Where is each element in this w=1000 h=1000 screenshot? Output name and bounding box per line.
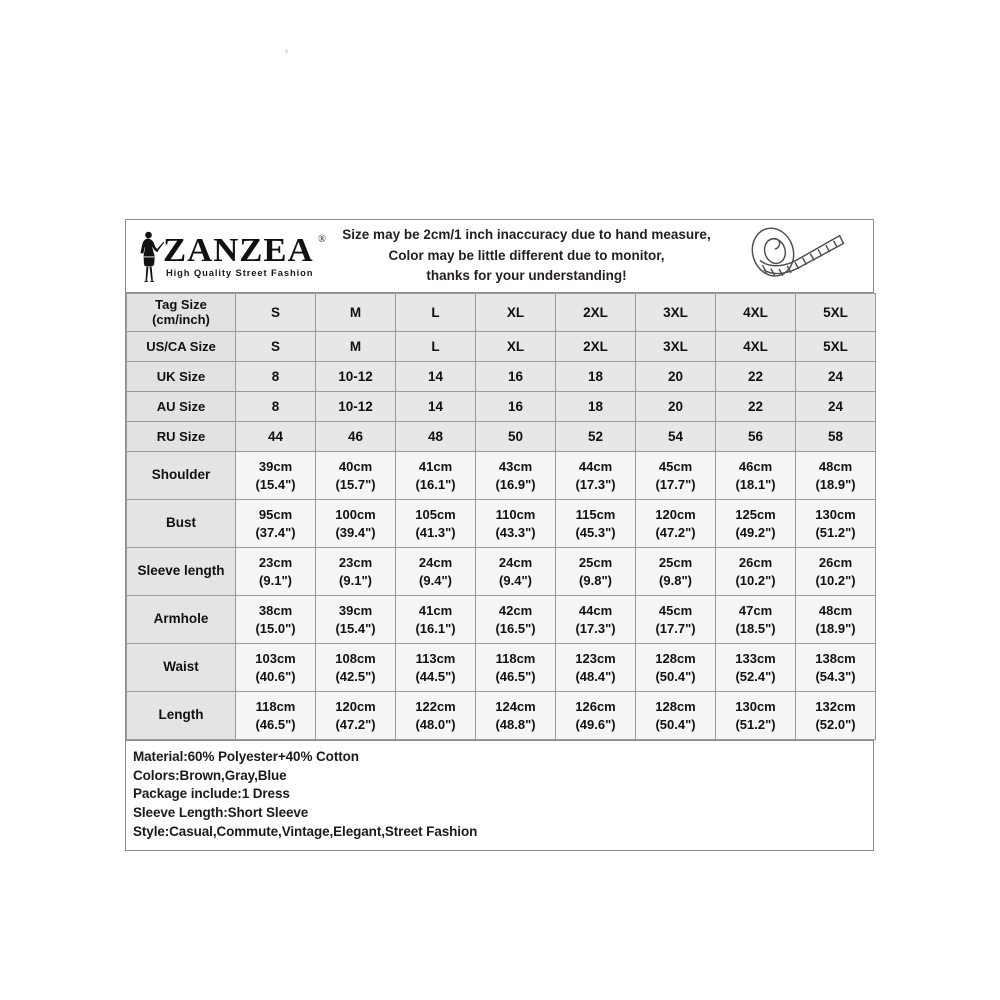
value-cm: 45cm <box>658 602 693 618</box>
disclaimer-line-1: Size may be 2cm/1 inch inaccuracy due to hand measure, <box>342 226 711 242</box>
cell-armhole-xl <box>476 596 556 644</box>
value-cm: 23cm <box>338 554 373 570</box>
value-inch: (41.3") <box>415 524 456 540</box>
value-cm: 100cm <box>335 506 376 522</box>
measuring-tape-icon <box>742 226 860 287</box>
row-label-au-size: AU Size <box>127 392 236 422</box>
cell-length-xl <box>476 692 556 740</box>
cell-bust-3xl <box>636 500 716 548</box>
woman-silhouette-icon <box>134 230 164 282</box>
value-cm: 39cm <box>338 602 373 618</box>
detail-sleeve-length: Sleeve Length:Short Sleeve <box>133 804 309 820</box>
cell-uk-6: 20 <box>636 362 716 392</box>
row-label-shoulder: Shoulder <box>127 452 236 500</box>
table-row-sleeve-length <box>127 548 876 596</box>
cell-uk-8: 24 <box>796 362 876 392</box>
value-inch: (16.5") <box>495 620 536 636</box>
brand-tagline: High Quality Street Fashion <box>165 267 314 279</box>
cell-au-2: 10-12 <box>316 392 396 422</box>
cell-sleeve-m <box>316 548 396 596</box>
cell-armhole-2xl <box>556 596 636 644</box>
value-inch: (37.4") <box>255 524 296 540</box>
value-cm: 43cm <box>498 458 533 474</box>
value-inch: (17.3") <box>575 620 616 636</box>
value-inch: (15.7") <box>335 476 376 492</box>
value-cm: 44cm <box>578 602 613 618</box>
value-inch: (52.4") <box>735 668 776 684</box>
cell-us-ca-1: S <box>236 332 316 362</box>
value-cm: 24cm <box>418 554 453 570</box>
cell-us-ca-3: L <box>396 332 476 362</box>
cell-tag-size-5xl: 5XL <box>796 294 876 332</box>
cell-sleeve-l <box>396 548 476 596</box>
cell-length-5xl <box>796 692 876 740</box>
chart-masthead <box>126 220 873 293</box>
cell-sleeve-s <box>236 548 316 596</box>
cell-armhole-l <box>396 596 476 644</box>
cell-length-2xl <box>556 692 636 740</box>
value-cm: 48cm <box>818 458 853 474</box>
value-cm: 38cm <box>258 602 293 618</box>
value-inch: (44.5") <box>415 668 456 684</box>
cell-au-5: 18 <box>556 392 636 422</box>
value-inch: (18.1") <box>735 476 776 492</box>
cell-bust-xl <box>476 500 556 548</box>
registered-trademark-icon: ® <box>318 233 326 245</box>
value-inch: (16.1") <box>415 476 456 492</box>
cell-sleeve-4xl <box>716 548 796 596</box>
value-inch: (9.1") <box>339 572 372 588</box>
cell-sleeve-5xl <box>796 548 876 596</box>
value-cm: 39cm <box>258 458 293 474</box>
value-inch: (9.4") <box>419 572 452 588</box>
value-cm: 118cm <box>255 698 296 714</box>
row-label-ru-size: RU Size <box>127 422 236 452</box>
value-cm: 125cm <box>735 506 776 522</box>
cell-shoulder-l <box>396 452 476 500</box>
cell-ru-5: 52 <box>556 422 636 452</box>
cell-bust-m <box>316 500 396 548</box>
cell-sleeve-3xl <box>636 548 716 596</box>
cell-tag-size-4xl: 4XL <box>716 294 796 332</box>
value-inch: (39.4") <box>335 524 376 540</box>
value-cm: 108cm <box>335 650 376 666</box>
value-cm: 47cm <box>738 602 773 618</box>
cell-armhole-4xl <box>716 596 796 644</box>
cell-au-7: 22 <box>716 392 796 422</box>
detail-package: Package include:1 Dress <box>133 786 290 802</box>
value-cm: 26cm <box>738 554 773 570</box>
value-cm: 48cm <box>818 602 853 618</box>
brand-name: ZANZEA <box>163 231 314 269</box>
cell-waist-2xl <box>556 644 636 692</box>
value-cm: 23cm <box>258 554 293 570</box>
table-row-tag-size <box>127 294 876 332</box>
cell-waist-s <box>236 644 316 692</box>
cell-tag-size-s: S <box>236 294 316 332</box>
size-table <box>126 293 876 740</box>
value-inch: (18.5") <box>735 620 776 636</box>
cell-length-l <box>396 692 476 740</box>
row-label-armhole: Armhole <box>127 596 236 644</box>
value-cm: 24cm <box>498 554 533 570</box>
value-inch: (48.4") <box>575 668 616 684</box>
value-cm: 128cm <box>655 698 696 714</box>
cell-waist-5xl <box>796 644 876 692</box>
value-cm: 41cm <box>418 458 453 474</box>
value-cm: 44cm <box>578 458 613 474</box>
cell-bust-l <box>396 500 476 548</box>
value-inch: (40.6") <box>255 668 296 684</box>
value-inch: (9.4") <box>499 572 532 588</box>
value-cm: 138cm <box>815 650 856 666</box>
row-label-line-1: Tag Size <box>155 296 207 312</box>
cell-us-ca-8: 5XL <box>796 332 876 362</box>
table-row-armhole <box>127 596 876 644</box>
value-cm: 40cm <box>338 458 373 474</box>
value-cm: 25cm <box>658 554 693 570</box>
cell-ru-3: 48 <box>396 422 476 452</box>
cell-armhole-s <box>236 596 316 644</box>
cell-shoulder-m <box>316 452 396 500</box>
value-cm: 105cm <box>415 506 456 522</box>
value-inch: (51.2") <box>735 716 776 732</box>
row-label-us-ca-size: US/CA Size <box>127 332 236 362</box>
cell-tag-size-l: L <box>396 294 476 332</box>
cell-tag-size-3xl: 3XL <box>636 294 716 332</box>
cell-length-m <box>316 692 396 740</box>
cell-shoulder-5xl <box>796 452 876 500</box>
disclaimer-line-3: thanks for your understanding! <box>426 268 627 284</box>
cell-length-4xl <box>716 692 796 740</box>
table-row-us-ca-size <box>127 332 876 362</box>
cell-uk-4: 16 <box>476 362 556 392</box>
value-inch: (16.1") <box>415 620 456 636</box>
cell-tag-size-xl: XL <box>476 294 556 332</box>
table-row-waist <box>127 644 876 692</box>
value-inch: (45.3") <box>575 524 616 540</box>
cell-uk-5: 18 <box>556 362 636 392</box>
brand-wordmark <box>163 231 326 279</box>
cell-us-ca-7: 4XL <box>716 332 796 362</box>
value-cm: 113cm <box>415 650 456 666</box>
value-inch: (10.2") <box>735 572 776 588</box>
cell-uk-7: 22 <box>716 362 796 392</box>
cell-uk-2: 10-12 <box>316 362 396 392</box>
table-row-uk-size <box>127 362 876 392</box>
value-cm: 46cm <box>738 458 773 474</box>
cell-au-1: 8 <box>236 392 316 422</box>
value-inch: (52.0") <box>815 716 856 732</box>
value-cm: 122cm <box>415 698 456 714</box>
row-label-line-2: (cm/inch) <box>152 311 210 327</box>
value-inch: (17.3") <box>575 476 616 492</box>
value-inch: (17.7") <box>655 620 696 636</box>
value-cm: 128cm <box>655 650 696 666</box>
value-cm: 120cm <box>335 698 376 714</box>
cell-us-ca-4: XL <box>476 332 556 362</box>
cell-au-6: 20 <box>636 392 716 422</box>
cell-ru-8: 58 <box>796 422 876 452</box>
detail-style: Style:Casual,Commute,Vintage,Elegant,Street Fashion <box>133 823 478 839</box>
cell-waist-l <box>396 644 476 692</box>
value-inch: (42.5") <box>335 668 376 684</box>
image-artifact-speck <box>285 49 288 53</box>
value-cm: 26cm <box>818 554 853 570</box>
cell-armhole-3xl <box>636 596 716 644</box>
cell-bust-2xl <box>556 500 636 548</box>
cell-bust-4xl <box>716 500 796 548</box>
cell-tag-size-m: M <box>316 294 396 332</box>
row-label-sleeve-length: Sleeve length <box>127 548 236 596</box>
cell-sleeve-xl <box>476 548 556 596</box>
value-inch: (54.3") <box>815 668 856 684</box>
brand-logo <box>126 230 326 282</box>
cell-au-8: 24 <box>796 392 876 422</box>
table-row-ru-size <box>127 422 876 452</box>
value-cm: 25cm <box>578 554 613 570</box>
cell-tag-size-2xl: 2XL <box>556 294 636 332</box>
value-cm: 42cm <box>498 602 533 618</box>
cell-waist-4xl <box>716 644 796 692</box>
value-inch: (46.5") <box>495 668 536 684</box>
cell-bust-s <box>236 500 316 548</box>
row-label-waist: Waist <box>127 644 236 692</box>
cell-ru-4: 50 <box>476 422 556 452</box>
value-inch: (49.6") <box>575 716 616 732</box>
value-cm: 45cm <box>658 458 693 474</box>
value-cm: 115cm <box>575 506 616 522</box>
value-inch: (9.1") <box>259 572 292 588</box>
measurement-disclaimer <box>322 225 735 288</box>
row-label-length: Length <box>127 692 236 740</box>
cell-length-3xl <box>636 692 716 740</box>
row-label-tag-size <box>127 294 236 332</box>
cell-shoulder-xl <box>476 452 556 500</box>
cell-armhole-m <box>316 596 396 644</box>
value-cm: 124cm <box>495 698 536 714</box>
value-cm: 103cm <box>255 650 296 666</box>
table-row-shoulder <box>127 452 876 500</box>
value-inch: (15.0") <box>255 620 296 636</box>
cell-au-3: 14 <box>396 392 476 422</box>
value-inch: (48.8") <box>495 716 536 732</box>
value-cm: 130cm <box>815 506 856 522</box>
cell-shoulder-s <box>236 452 316 500</box>
cell-uk-1: 8 <box>236 362 316 392</box>
cell-uk-3: 14 <box>396 362 476 392</box>
row-label-bust: Bust <box>127 500 236 548</box>
value-inch: (15.4") <box>255 476 296 492</box>
value-cm: 110cm <box>495 506 536 522</box>
value-cm: 41cm <box>418 602 453 618</box>
value-cm: 132cm <box>815 698 856 714</box>
value-cm: 133cm <box>735 650 776 666</box>
disclaimer-line-2: Color may be little different due to monitor, <box>388 247 665 263</box>
cell-shoulder-4xl <box>716 452 796 500</box>
cell-us-ca-2: M <box>316 332 396 362</box>
value-inch: (51.2") <box>815 524 856 540</box>
cell-au-4: 16 <box>476 392 556 422</box>
cell-length-s <box>236 692 316 740</box>
cell-waist-3xl <box>636 644 716 692</box>
product-details-footer <box>126 740 873 850</box>
table-row-au-size <box>127 392 876 422</box>
value-inch: (50.4") <box>655 716 696 732</box>
value-inch: (50.4") <box>655 668 696 684</box>
cell-bust-5xl <box>796 500 876 548</box>
value-inch: (16.9") <box>495 476 536 492</box>
value-inch: (47.2") <box>335 716 376 732</box>
cell-shoulder-2xl <box>556 452 636 500</box>
value-inch: (9.8") <box>659 572 692 588</box>
value-cm: 95cm <box>258 506 293 522</box>
detail-colors: Colors:Brown,Gray,Blue <box>133 767 287 783</box>
cell-ru-1: 44 <box>236 422 316 452</box>
value-inch: (43.3") <box>495 524 536 540</box>
value-inch: (18.9") <box>815 620 856 636</box>
value-cm: 123cm <box>575 650 616 666</box>
cell-sleeve-2xl <box>556 548 636 596</box>
value-inch: (10.2") <box>815 572 856 588</box>
value-inch: (46.5") <box>255 716 296 732</box>
value-cm: 118cm <box>495 650 536 666</box>
row-label-uk-size: UK Size <box>127 362 236 392</box>
value-inch: (18.9") <box>815 476 856 492</box>
table-row-length <box>127 692 876 740</box>
cell-waist-m <box>316 644 396 692</box>
value-cm: 126cm <box>575 698 616 714</box>
value-inch: (47.2") <box>655 524 696 540</box>
value-inch: (15.4") <box>335 620 376 636</box>
value-cm: 120cm <box>655 506 696 522</box>
cell-ru-7: 56 <box>716 422 796 452</box>
cell-us-ca-6: 3XL <box>636 332 716 362</box>
cell-armhole-5xl <box>796 596 876 644</box>
size-chart-card <box>125 219 874 851</box>
cell-ru-6: 54 <box>636 422 716 452</box>
value-inch: (48.0") <box>415 716 456 732</box>
value-cm: 130cm <box>735 698 776 714</box>
cell-waist-xl <box>476 644 556 692</box>
cell-shoulder-3xl <box>636 452 716 500</box>
cell-ru-2: 46 <box>316 422 396 452</box>
cell-us-ca-5: 2XL <box>556 332 636 362</box>
value-inch: (9.8") <box>579 572 612 588</box>
detail-material: Material:60% Polyester+40% Cotton <box>133 749 359 764</box>
value-inch: (17.7") <box>655 476 696 492</box>
value-inch: (49.2") <box>735 524 776 540</box>
measuring-tape-graphic <box>735 226 873 287</box>
table-row-bust <box>127 500 876 548</box>
